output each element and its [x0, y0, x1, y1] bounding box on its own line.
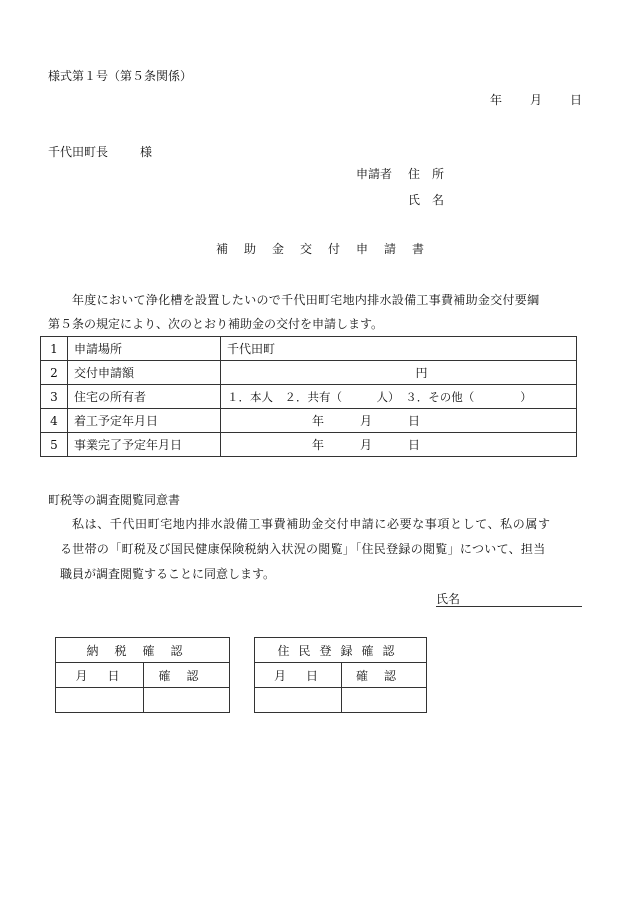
consent-heading: 町税等の調査閲覧同意書	[48, 493, 181, 507]
application-table	[40, 336, 577, 457]
row-label: 申請場所	[68, 337, 221, 361]
intro-line-2: 第５条の規定により、次のとおり補助金の交付を申請します。	[48, 317, 384, 331]
tax-check-confirm-label: 確認	[144, 663, 230, 688]
table-row	[41, 385, 577, 409]
row-number: 1	[41, 337, 68, 361]
date-year: 年	[490, 93, 503, 107]
date-day: 日	[570, 93, 583, 107]
table-row	[41, 361, 577, 385]
row-number: 2	[41, 361, 68, 385]
row-value: 円	[221, 361, 577, 385]
row-number: 4	[41, 409, 68, 433]
row-value: 年 月 日	[221, 433, 577, 457]
row-value: 千代田町	[221, 337, 577, 361]
resident-check-title: 住民登録確認	[255, 638, 427, 663]
tax-check-title: 納税確認	[56, 638, 230, 663]
tax-check-box	[55, 637, 230, 713]
intro-line-1: 年度において浄化槽を設置したいので千代田町宅地内排水設備工事費補助金交付要綱	[72, 293, 540, 307]
tax-check-confirm-cell	[144, 688, 230, 713]
tax-check-date-cell	[56, 688, 144, 713]
resident-check-confirm-cell	[342, 688, 427, 713]
applicant-label: 申請者	[356, 167, 393, 181]
row-value: 年 月 日	[221, 409, 577, 433]
row-label: 交付申請額	[68, 361, 221, 385]
table-row	[41, 409, 577, 433]
signature-line	[436, 606, 582, 607]
addressee-honorific: 様	[140, 145, 153, 159]
resident-check-date-cell	[255, 688, 342, 713]
applicant-address-label: 住 所	[408, 167, 445, 181]
page-title: 補助金交付申請書	[216, 242, 441, 256]
form-number: 様式第１号（第５条関係）	[48, 69, 193, 83]
applicant-name-label: 氏 名	[408, 193, 445, 207]
row-label: 事業完了予定年月日	[68, 433, 221, 457]
resident-check-box	[254, 637, 427, 713]
table-row	[41, 337, 577, 361]
row-number: 3	[41, 385, 68, 409]
resident-check-confirm-label: 確認	[342, 663, 427, 688]
consent-line-2: る世帯の「町税及び国民健康保険税納入状況の閲覧」「住民登録の閲覧」について、担当	[60, 542, 546, 556]
consent-line-3: 職員が調査閲覧することに同意します。	[60, 567, 276, 581]
row-label: 着工予定年月日	[68, 409, 221, 433]
tax-check-date-label: 月 日	[56, 663, 144, 688]
table-row	[41, 433, 577, 457]
signature-label: 氏名	[436, 592, 461, 606]
row-label: 住宅の所有者	[68, 385, 221, 409]
row-value: １．本人 ２．共有（ 人） ３．その他（ ）	[221, 385, 577, 409]
resident-check-date-label: 月 日	[255, 663, 342, 688]
consent-line-1: 私は、千代田町宅地内排水設備工事費補助金交付申請に必要な事項として、私の属す	[72, 517, 551, 531]
addressee-name: 千代田町長	[48, 145, 109, 159]
date-month: 月	[530, 93, 543, 107]
row-number: 5	[41, 433, 68, 457]
